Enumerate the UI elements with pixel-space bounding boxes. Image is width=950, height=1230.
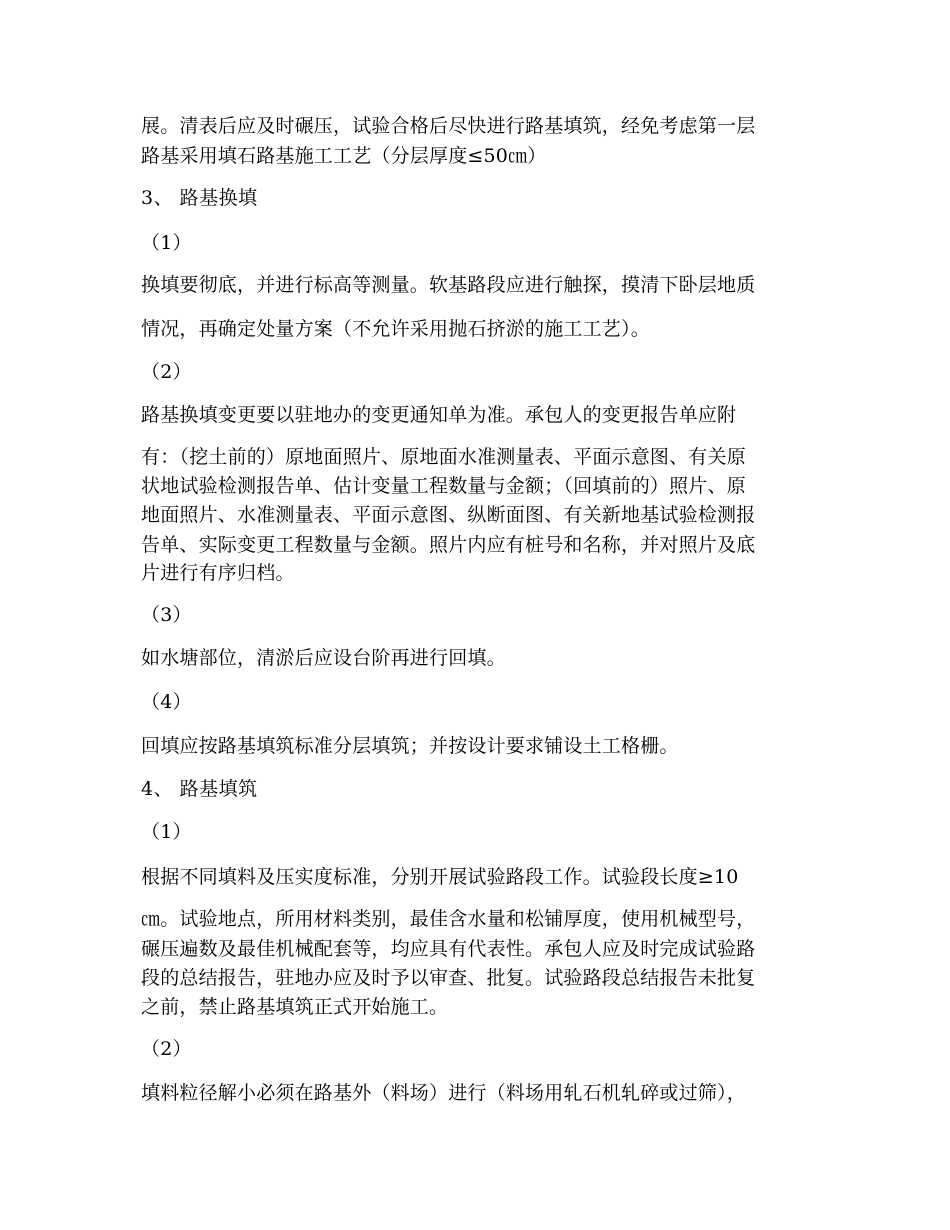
paragraph-line: 路基采用填石路基施工工艺（分层厚度≤50㎝） bbox=[141, 145, 547, 167]
item-number: （2） bbox=[141, 1038, 192, 1060]
paragraph-line: 情况，再确定处量方案（不允许采用抛石挤淤的施工工艺）。 bbox=[141, 318, 650, 340]
paragraph-line: 之前，禁止路基填筑正式开始施工。 bbox=[141, 996, 449, 1018]
paragraph-line: 展。清表后应及时碾压，试验合格后尽快进行路基填筑，经免考虑第一层 bbox=[141, 115, 756, 137]
item-number: （1） bbox=[141, 821, 192, 843]
item-number: （4） bbox=[141, 691, 192, 713]
item-number: （3） bbox=[141, 604, 192, 626]
section-heading: 4、 路基填筑 bbox=[141, 778, 258, 800]
paragraph-line: 如水塘部位，清淤后应设台阶再进行回填。 bbox=[141, 647, 506, 669]
paragraph-line: 告单、实际变更工程数量与金额。照片内应有桩号和名称，并对照片及底 bbox=[141, 534, 756, 556]
paragraph-line: 换填要彻底，并进行标高等测量。软基路段应进行触探，摸清下卧层地质 bbox=[141, 274, 756, 296]
item-number: （2） bbox=[141, 361, 192, 383]
paragraph-line: 有：（挖土前的）原地面照片、原地面水准测量表、平面示意图、有关原 bbox=[141, 446, 746, 468]
paragraph-line: 段的总结报告，驻地办应及时予以审查、批复。试验路段总结报告未批复 bbox=[141, 967, 756, 989]
item-number: （1） bbox=[141, 232, 192, 254]
paragraph-line: 路基换填变更要以驻地办的变更通知单为准。承包人的变更报告单应附 bbox=[141, 404, 737, 426]
paragraph-line: 填料粒径解小必须在路基外（料场）进行（料场用轧石机轧碎或过筛）， bbox=[141, 1082, 746, 1104]
section-heading: 3、 路基换填 bbox=[141, 187, 258, 209]
paragraph-line: 碾压遍数及最佳机械配套等，均应具有代表性。承包人应及时完成试验路 bbox=[141, 938, 756, 960]
paragraph-line: 状地试验检测报告单、估计变量工程数量与金额；（回填前的）照片、原 bbox=[141, 475, 746, 497]
paragraph-line: 根据不同填料及压实度标准，分别开展试验路段工作。试验段长度≥10 bbox=[141, 866, 739, 888]
paragraph-line: 片进行有序归档。 bbox=[141, 562, 295, 584]
paragraph-line: 地面照片、水准测量表、平面示意图、纵断面图、有关新地基试验检测报 bbox=[141, 504, 756, 526]
paragraph-line: ㎝。试验地点，所用材料类别，最佳含水量和松铺厚度，使用机械型号， bbox=[141, 908, 756, 930]
paragraph-line: 回填应按路基填筑标准分层填筑；并按设计要求铺设土工格栅。 bbox=[141, 735, 679, 757]
